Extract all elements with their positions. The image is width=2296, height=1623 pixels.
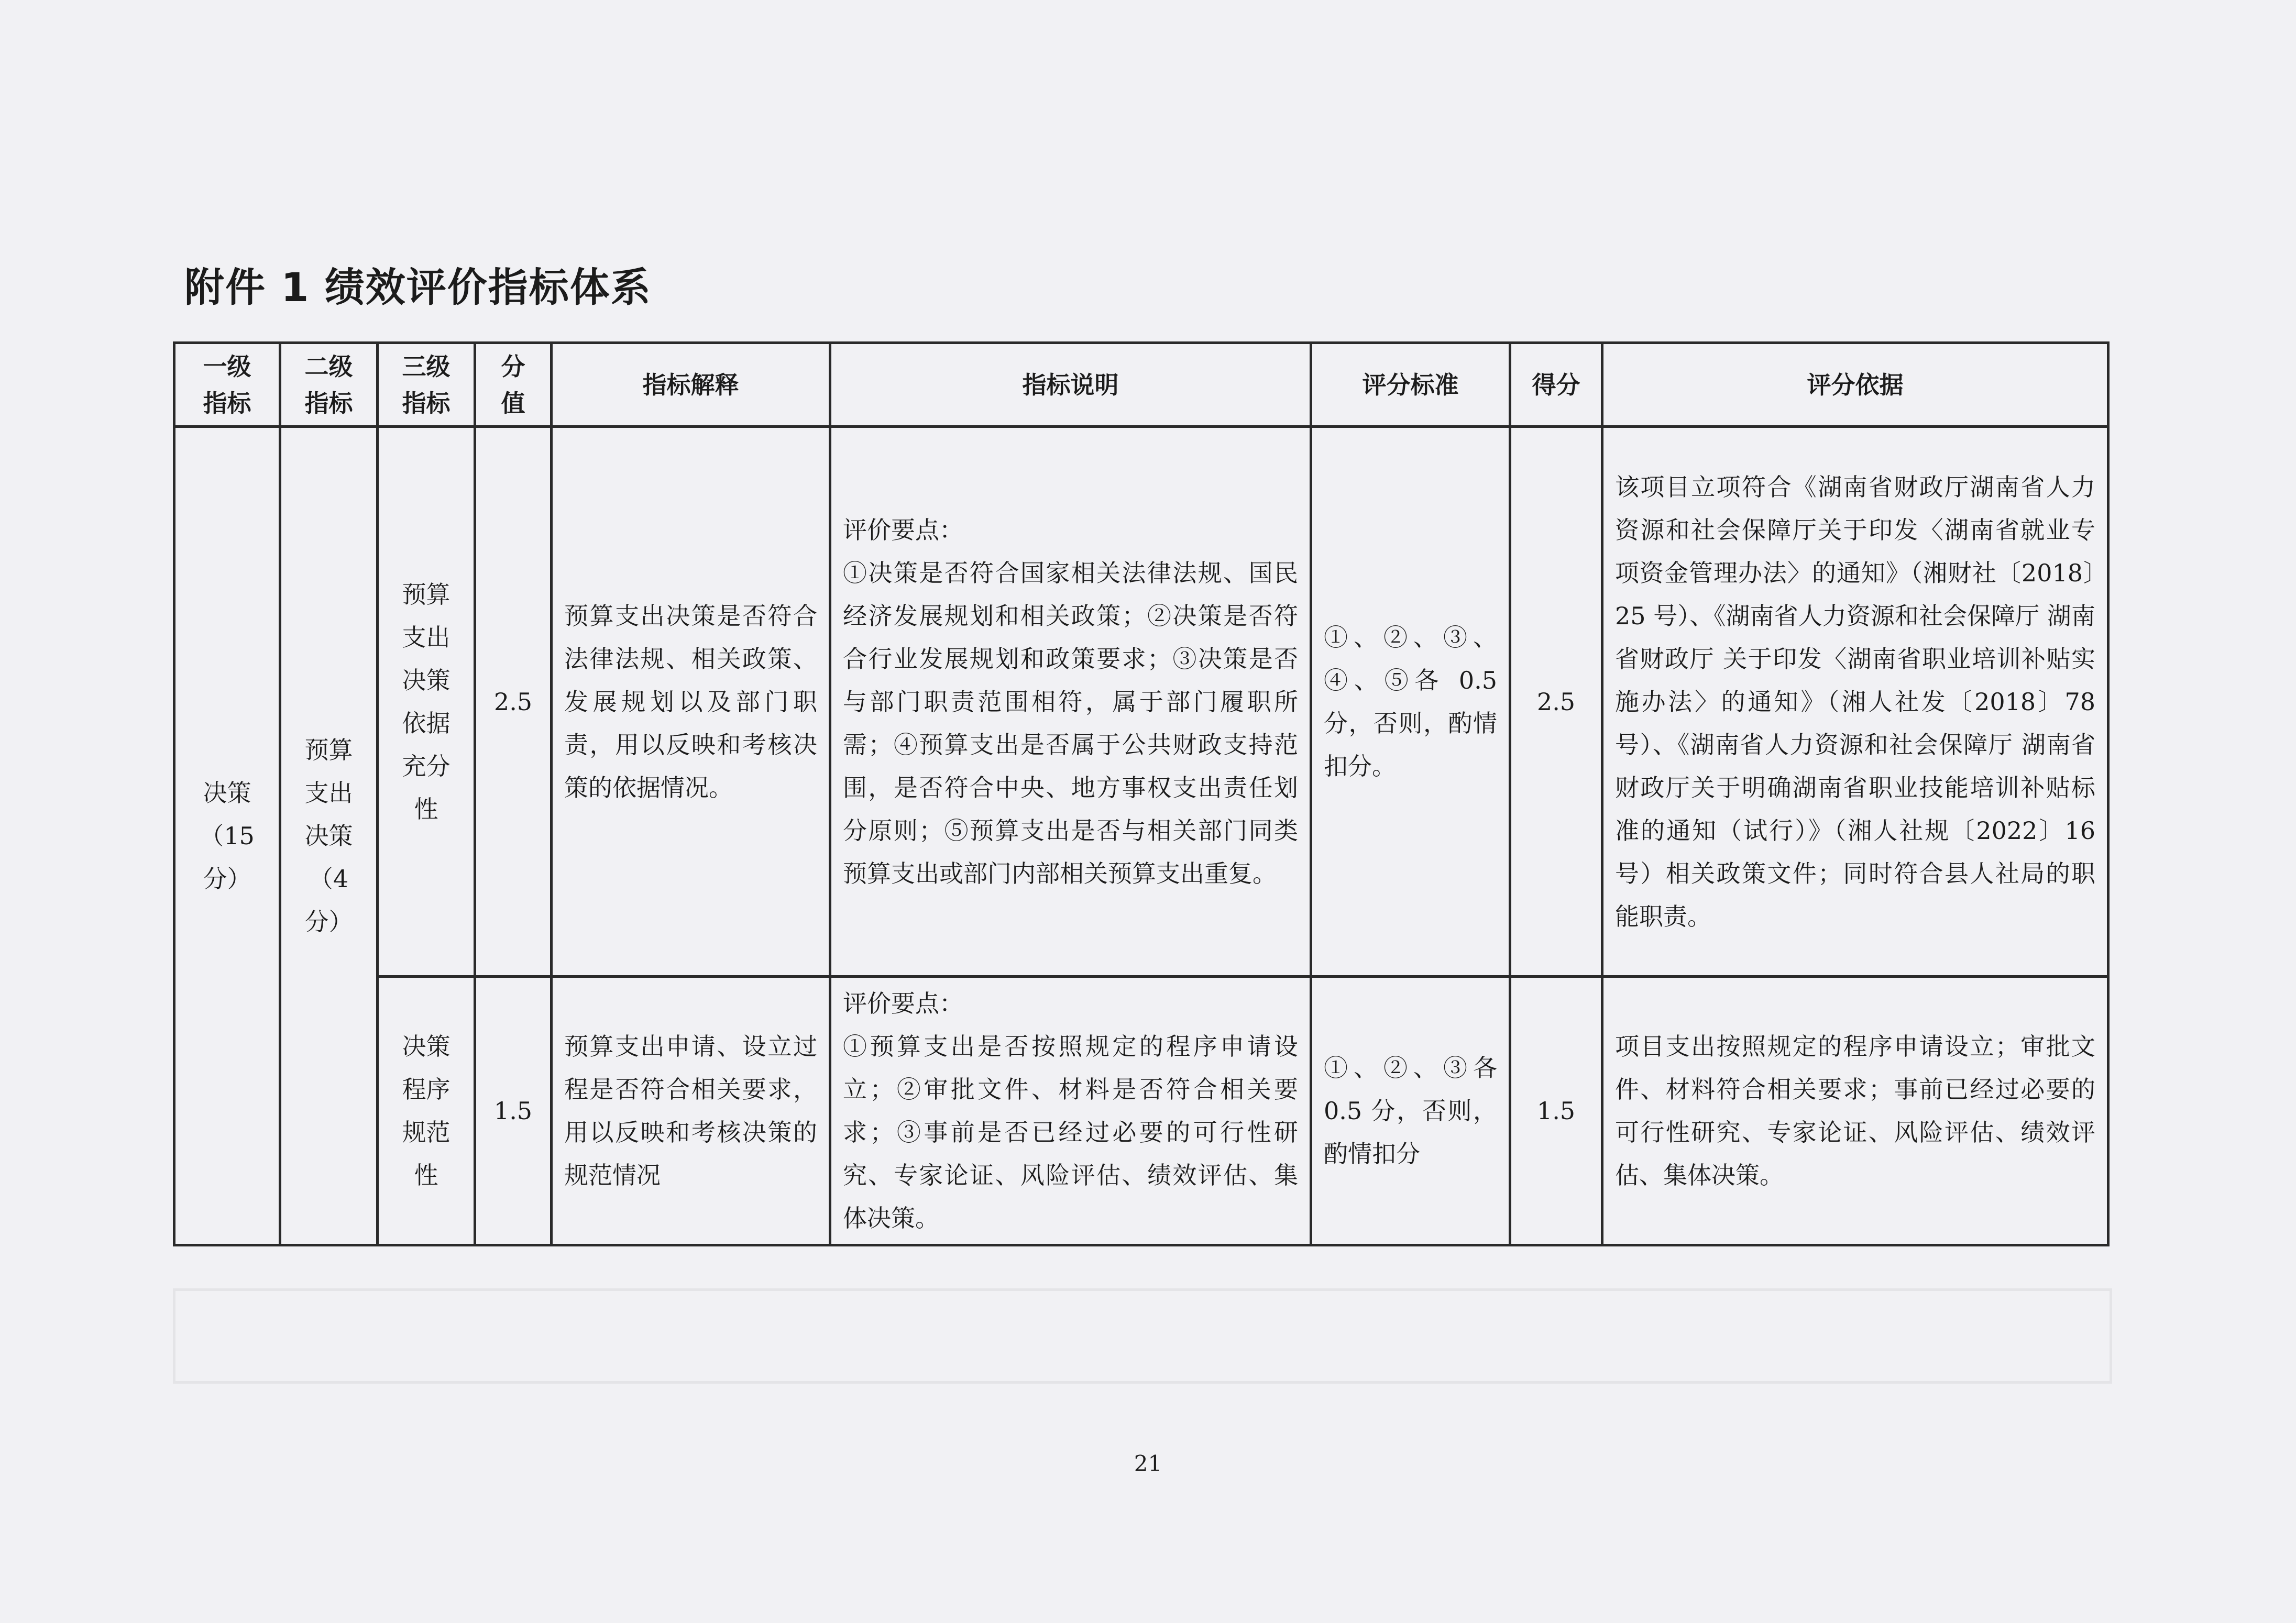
page-title: 附件 1 绩效评价指标体系 [184, 264, 652, 311]
standard-cell: ①、②、③、④、⑤各 0.5 分，否则，酌情扣分。 [1311, 427, 1510, 977]
table-row [174, 977, 2108, 1245]
level2-cell: 预算 支出 决策 （4 分） [280, 427, 378, 1245]
page-number: 21 [1134, 1451, 1162, 1476]
header-score: 得分 [1510, 343, 1602, 427]
header-standard: 评分标准 [1311, 343, 1510, 427]
header-level1: 一级 指标 [174, 343, 280, 427]
header-description: 指标说明 [830, 343, 1311, 427]
header-row [174, 343, 2108, 427]
header-level3: 三级 指标 [378, 343, 475, 427]
description-cell: 评价要点： ①预算支出是否按照规定的程序申请设立；②审批文件、材料是否符合相关要求；③事前是否已经过必要的可行性研究、专家论证、风险评估、绩效评估、集体决策。 [830, 977, 1311, 1245]
score-value-cell: 2.5 [475, 427, 552, 977]
bleed-through-shadow [173, 1288, 2112, 1384]
level1-cell: 决策 （15 分） [174, 427, 280, 1245]
basis-cell: 该项目立项符合《湖南省财政厅湖南省人力资源和社会保障厅关于印发〈湖南省就业专项资金管理办法〉的通知》（湘财社〔2018〕25 号）、《湖南省人力资源和社会保障厅 湖南省财政厅 关于印发〈湖南省职业培训补贴实施办法〉的通知》（湘人社发〔2018〕78 号）、《湖南省人力资源和社会保障厅 湖南省财政厅关于明确湖南省职业技能培训补贴标准的通知（试行）》（湘人社规〔2022〕16 号）相关政策文件；同时符合县人社局的职能职责。 [1602, 427, 2108, 977]
header-level2: 二级 指标 [280, 343, 378, 427]
description-cell: 评价要点： ①决策是否符合国家相关法律法规、国民经济发展规划和相关政策；②决策是否符合行业发展规划和政策要求；③决策是否与部门职责范围相符，属于部门履职所需；④预算支出是否属于公共财政支持范围，是否符合中央、地方事权支出责任划分原则；⑤预算支出是否与相关部门同类预算支出或部门内部相关预算支出重复。 [830, 427, 1311, 977]
score-cell: 1.5 [1510, 977, 1602, 1245]
score-value-cell: 1.5 [475, 977, 552, 1245]
standard-cell: ①、②、③各 0.5 分，否则，酌情扣分 [1311, 977, 1510, 1245]
score-cell: 2.5 [1510, 427, 1602, 977]
explanation-cell: 预算支出决策是否符合法律法规、相关政策、发展规划以及部门职责，用以反映和考核决策的依据情况。 [552, 427, 830, 977]
explanation-cell: 预算支出申请、设立过程是否符合相关要求，用以反映和考核决策的规范情况 [552, 977, 830, 1245]
table-row [174, 427, 2108, 977]
evaluation-index-table [173, 341, 2110, 1246]
level3-cell: 决策 程序 规范 性 [378, 977, 475, 1245]
basis-cell: 项目支出按照规定的程序申请设立；审批文件、材料符合相关要求；事前已经过必要的可行性研究、专家论证、风险评估、绩效评估、集体决策。 [1602, 977, 2108, 1245]
header-explanation: 指标解释 [552, 343, 830, 427]
level3-cell: 预算 支出 决策 依据 充分 性 [378, 427, 475, 977]
header-basis: 评分依据 [1602, 343, 2108, 427]
header-score-value: 分 值 [475, 343, 552, 427]
